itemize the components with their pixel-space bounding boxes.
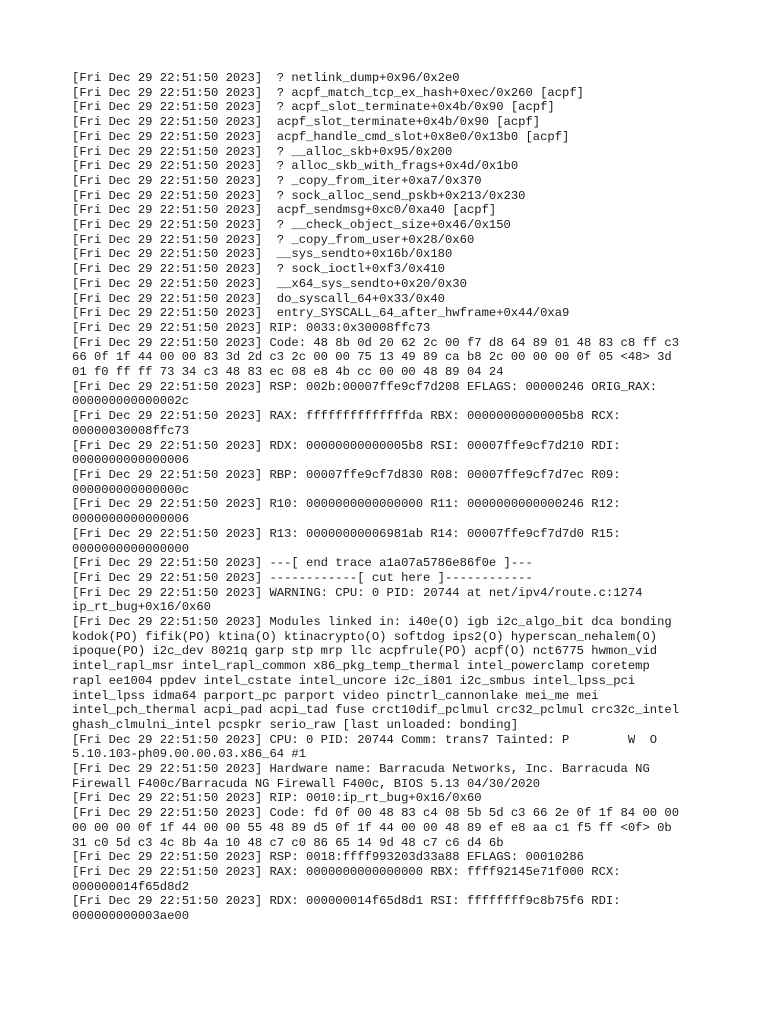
- log-line: 000000000003ae00: [72, 909, 190, 924]
- log-line: 000000014f65d8d2: [72, 879, 190, 894]
- log-line: intel_pch_thermal acpi_pad acpi_tad fuse crct10dif_pclmul crc32_pclmul crc32c_intel: [72, 703, 680, 718]
- log-line: intel_rapl_msr intel_rapl_common x86_pkg_temp_thermal intel_powerclamp coretemp: [72, 659, 650, 674]
- log-line: 000000000000000c: [72, 482, 190, 497]
- log-line: [Fri Dec 29 22:51:50 2023] RAX: ffffffffffffffda RBX: 00000000000005b8 RCX:: [72, 409, 621, 424]
- log-line: [Fri Dec 29 22:51:50 2023] ? sock_alloc_send_pskb+0x213/0x230: [72, 188, 526, 203]
- log-line: [Fri Dec 29 22:51:50 2023] acpf_slot_terminate+0x4b/0x90 [acpf]: [72, 115, 541, 130]
- log-line: 000000000000002c: [72, 394, 190, 409]
- log-line: intel_lpss idma64 parport_pc parport video pinctrl_cannonlake mei_me mei: [72, 688, 599, 703]
- log-line: 31 c0 5d c3 4c 8b 4a 10 48 c7 c0 86 65 14 9d 48 c7 c6 d4 6b: [72, 835, 504, 850]
- log-line: 0000000000000006: [72, 453, 190, 468]
- kernel-log-document: [72, 71, 712, 924]
- log-line: [Fri Dec 29 22:51:50 2023] acpf_sendmsg+0xc0/0xa40 [acpf]: [72, 203, 497, 218]
- log-line: [Fri Dec 29 22:51:50 2023] RBP: 00007ffe9cf7d830 R08: 00007ffe9cf7d7ec R09:: [72, 467, 621, 482]
- log-line: 00000030008ffc73: [72, 423, 190, 438]
- log-line: 01 f0 ff ff 73 34 c3 48 83 ec 08 e8 4b cc 00 00 48 89 04 24: [72, 365, 504, 380]
- log-line: [Fri Dec 29 22:51:50 2023] ? __alloc_skb+0x95/0x200: [72, 144, 453, 159]
- log-line: [Fri Dec 29 22:51:50 2023] ? sock_ioctl+0xf3/0x410: [72, 262, 445, 277]
- log-line: 0000000000000000: [72, 541, 190, 556]
- log-line: [Fri Dec 29 22:51:50 2023] ? acpf_slot_terminate+0x4b/0x90 [acpf]: [72, 100, 555, 115]
- log-line: [Fri Dec 29 22:51:50 2023] ? netlink_dump+0x96/0x2e0: [72, 71, 460, 85]
- log-line: ip_rt_bug+0x16/0x60: [72, 600, 211, 615]
- log-line: [Fri Dec 29 22:51:50 2023] acpf_handle_cmd_slot+0x8e0/0x13b0 [acpf]: [72, 129, 570, 144]
- log-line: [Fri Dec 29 22:51:50 2023] Code: 48 8b 0d 20 62 2c 00 f7 d8 64 89 01 48 83 c8 ff c3: [72, 335, 680, 350]
- log-line: [Fri Dec 29 22:51:50 2023] __sys_sendto+0x16b/0x180: [72, 247, 453, 262]
- log-line: ipoque(PO) i2c_dev 8021q garp stp mrp llc acpfrule(PO) acpf(O) nct6775 hwmon_vid: [72, 644, 658, 659]
- log-line: 66 0f 1f 44 00 00 83 3d 2d c3 2c 00 00 75 13 49 89 ca b8 2c 00 00 00 0f 05 <48> 3d: [72, 350, 672, 365]
- log-line: [Fri Dec 29 22:51:50 2023] Code: fd 0f 00 48 83 c4 08 5b 5d c3 66 2e 0f 1f 84 00 00: [72, 806, 680, 821]
- log-line: [Fri Dec 29 22:51:50 2023] ? alloc_skb_with_frags+0x4d/0x1b0: [72, 159, 519, 174]
- log-line: 0000000000000006: [72, 512, 190, 527]
- log-line: [Fri Dec 29 22:51:50 2023] Hardware name: Barracuda Networks, Inc. Barracuda NG: [72, 762, 650, 777]
- log-line: [Fri Dec 29 22:51:50 2023] Modules linked in: i40e(O) igb i2c_algo_bit dca bonding: [72, 615, 672, 630]
- log-line: [Fri Dec 29 22:51:50 2023] ? _copy_from_user+0x28/0x60: [72, 232, 475, 247]
- log-line: Firewall F400c/Barracuda NG Firewall F400c, BIOS 5.13 04/30/2020: [72, 776, 541, 791]
- log-line: [Fri Dec 29 22:51:50 2023] R10: 0000000000000000 R11: 0000000000000246 R12:: [72, 497, 621, 512]
- log-line: [Fri Dec 29 22:51:50 2023] R13: 00000000006981ab R14: 00007ffe9cf7d7d0 R15:: [72, 526, 621, 541]
- log-line: [Fri Dec 29 22:51:50 2023] ? _copy_from_iter+0xa7/0x370: [72, 173, 482, 188]
- log-line: [Fri Dec 29 22:51:50 2023] RAX: 0000000000000000 RBX: ffff92145e71f000 RCX:: [72, 864, 621, 879]
- log-line: [Fri Dec 29 22:51:50 2023] RIP: 0010:ip_rt_bug+0x16/0x60: [72, 791, 482, 806]
- log-line: [Fri Dec 29 22:51:50 2023] RDX: 000000014f65d8d1 RSI: ffffffff9c8b75f6 RDI:: [72, 894, 621, 909]
- log-line: [Fri Dec 29 22:51:50 2023] __x64_sys_sendto+0x20/0x30: [72, 276, 467, 291]
- log-line: rapl ee1004 ppdev intel_cstate intel_uncore i2c_i801 i2c_smbus intel_lpss_pci: [72, 673, 636, 688]
- log-line: 5.10.103-ph09.00.00.03.x86_64 #1: [72, 747, 307, 762]
- log-line: [Fri Dec 29 22:51:50 2023] CPU: 0 PID: 20744 Comm: trans7 Tainted: P W O: [72, 732, 658, 747]
- log-line: [Fri Dec 29 22:51:50 2023] ? acpf_match_tcp_ex_hash+0xec/0x260 [acpf]: [72, 85, 584, 100]
- log-line: [Fri Dec 29 22:51:50 2023] ---[ end trace a1a07a5786e86f0e ]---: [72, 556, 533, 571]
- log-line: [Fri Dec 29 22:51:50 2023] ------------[ cut here ]------------: [72, 570, 533, 585]
- log-line: [Fri Dec 29 22:51:50 2023] do_syscall_64+0x33/0x40: [72, 291, 445, 306]
- log-line: [Fri Dec 29 22:51:50 2023] entry_SYSCALL_64_after_hwframe+0x44/0xa9: [72, 306, 570, 321]
- log-line: [Fri Dec 29 22:51:50 2023] RIP: 0033:0x30008ffc73: [72, 320, 431, 335]
- log-line: [Fri Dec 29 22:51:50 2023] ? __check_object_size+0x46/0x150: [72, 218, 511, 233]
- log-line: [Fri Dec 29 22:51:50 2023] RSP: 002b:00007ffe9cf7d208 EFLAGS: 00000246 ORIG_RAX:: [72, 379, 658, 394]
- log-line: [Fri Dec 29 22:51:50 2023] RDX: 00000000000005b8 RSI: 00007ffe9cf7d210 RDI:: [72, 438, 621, 453]
- log-line: ghash_clmulni_intel pcspkr serio_raw [last unloaded: bonding]: [72, 717, 519, 732]
- log-line: [Fri Dec 29 22:51:50 2023] WARNING: CPU: 0 PID: 20744 at net/ipv4/route.c:1274: [72, 585, 643, 600]
- log-line: 00 00 00 0f 1f 44 00 00 55 48 89 d5 0f 1f 44 00 00 48 89 ef e8 aa c1 f5 ff <0f> 0b: [72, 820, 672, 835]
- log-line: kodok(PO) fifik(PO) ktina(O) ktinacrypto(O) softdog ips2(O) hyperscan_nehalem(O): [72, 629, 658, 644]
- log-line: [Fri Dec 29 22:51:50 2023] RSP: 0018:ffff993203d33a88 EFLAGS: 00010286: [72, 850, 584, 865]
